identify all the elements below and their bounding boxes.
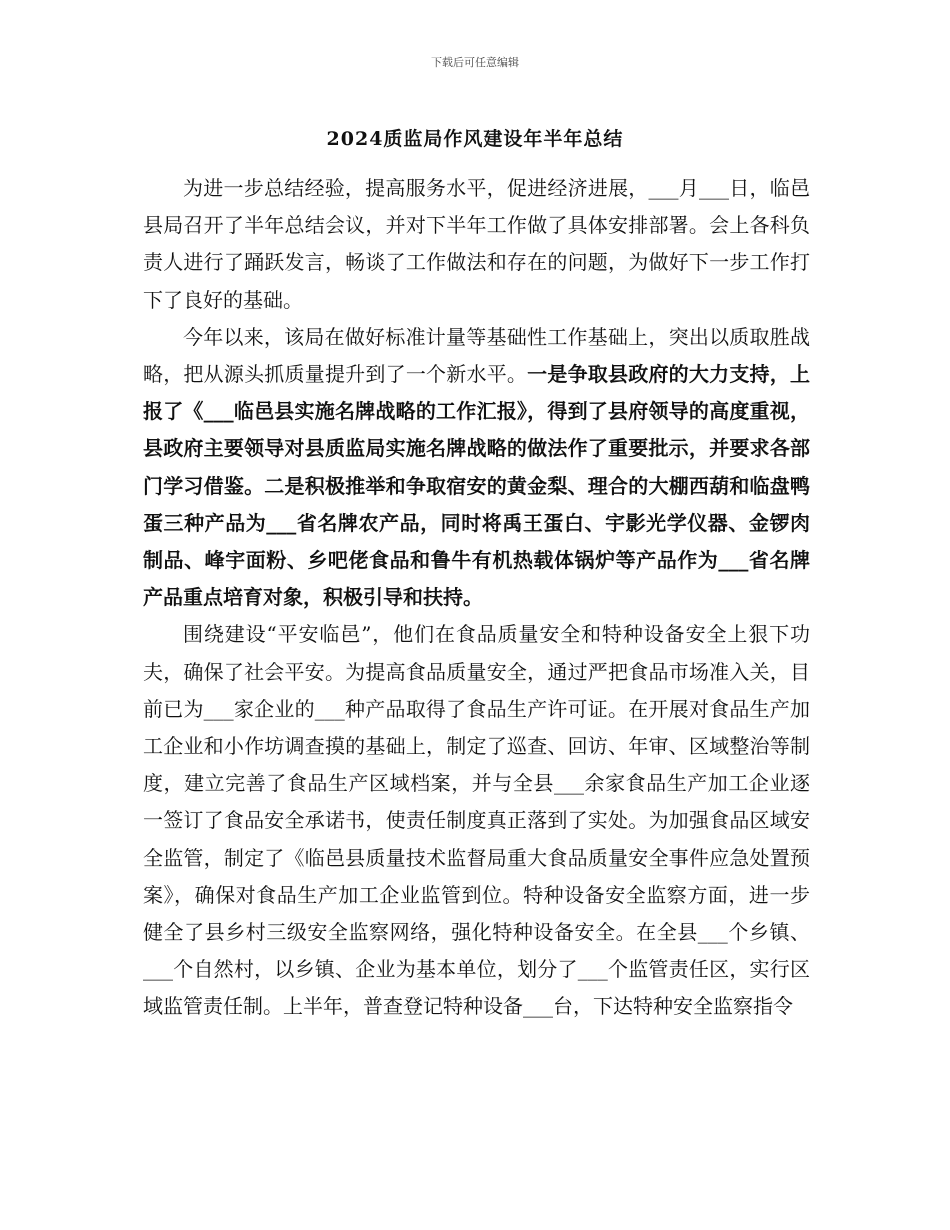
document-body — [143, 170, 810, 1026]
document-title: 2024质监局作风建设年半年总结 — [326, 128, 624, 150]
paragraph-3 — [143, 616, 810, 1025]
paragraph-2 — [143, 319, 810, 617]
paragraph-1 — [143, 170, 810, 319]
page-header: 下载后可任意编辑 — [431, 56, 519, 69]
paragraph-1-text: 为进一步总结经验，提高服务水平，促进经济进展，___月___日，临邑县局召开了半年总结会议，并对下半年工作做了具体安排部署。会上各科负责人进行了踊跃发言，畅谈了工作做法和存在的问题，为做好下一步工作打下了良好的基础。 — [143, 176, 810, 312]
paragraph-3-text: 围绕建设“平安临邑”，他们在食品质量安全和特种设备安全上狠下功夫，确保了社会平安。为提高食品质量安全，通过严把食品市场准入关，目前已为___家企业的___种产品取得了食品生产许可证。在开展对食品生产加工企业和小作坊调查摸的基础上，制定了巡查、回访、年审、区域整治等制度，建立完善了食品生产区域档案，并与全县___余家食品生产加工企业逐一签订了食品安全承诺书，使责任制度真正落到了实处。为加强食品区域安全监管，制定了《临邑县质量技术监督局重大食品质量安全事件应急处置预案》，确保对食品生产加工企业监管到位。特种设备安全监察方面，进一步健全了县乡村三级安全监察网络，强化特种设备安全。在全县___个乡镇、___个自然村，以乡镇、企业为基本单位，划分了___个监管责任区，实行区域监管责任制。上半年，普查登记特种设备___台，下达特种安全监察指令 — [143, 622, 810, 1019]
paragraph-2-bold-text: 一是争取县政府的大力支持，上报了《___临邑县实施名牌战略的工作汇报》，得到了县府领导的高度重视，县政府主要领导对县质监局实施名牌战略的做法作了重要批示，并要求各部门学习借鉴。二是积极推举和争取宿安的黄金梨、理合的大棚西葫和临盘鸭蛋三种产品为___省名牌农产品，同时将禹王蛋白、宇影光学仪器、金锣肉制品、峰宇面粉、乡吧佬食品和鲁牛有机热载体锅炉等产品作为___省名牌产品重点培育对象，积极引导和扶持。 — [143, 362, 810, 610]
paragraph-2-text: 今年以来，该局在做好标准计量等基础性工作基础上，突出以质取胜战略，把从源头抓质量提升到了一个新水平。 — [143, 324, 810, 387]
